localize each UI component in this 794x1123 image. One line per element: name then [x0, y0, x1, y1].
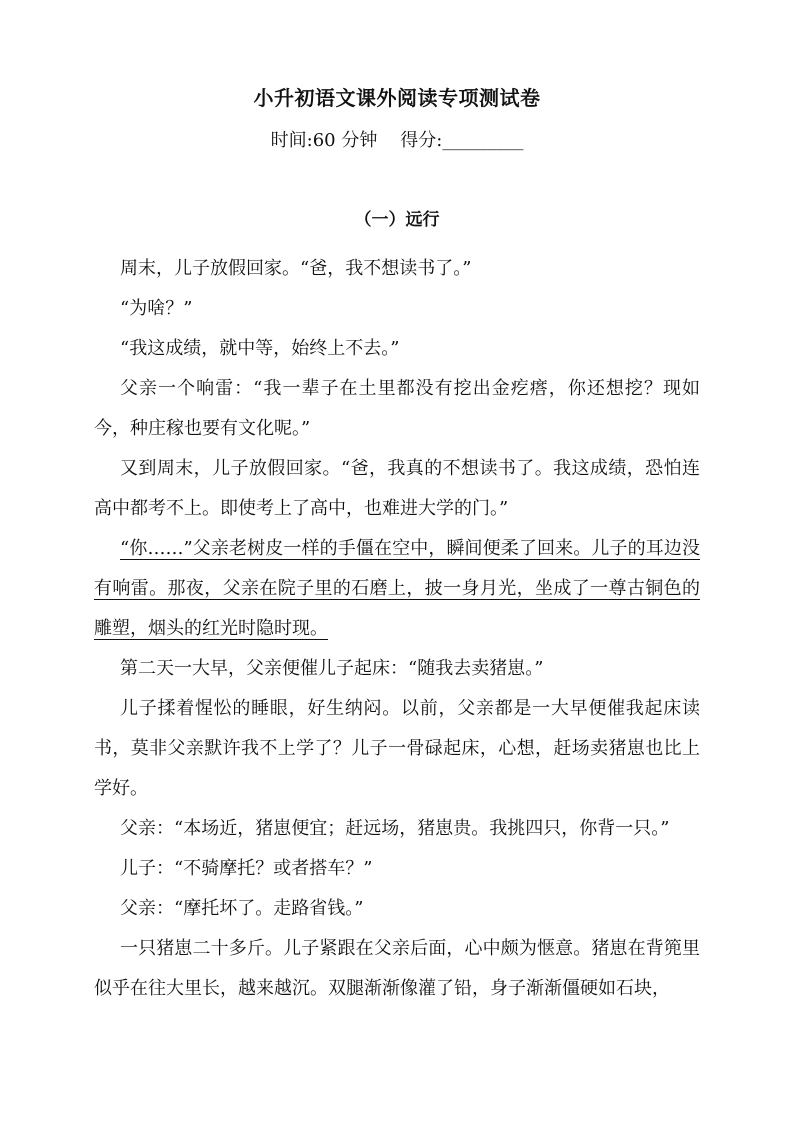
paragraph: 周末，儿子放假回家。“爸，我不想读书了。” — [120, 258, 472, 279]
score-label: 得分:_________ — [400, 130, 524, 151]
paragraph: 父亲一个响雷：“我一辈子在土里都没有挖出金疙瘩，你还想挖？现如今，种庄稼也要有文化呢。” — [94, 378, 700, 439]
document-title: 小升初语文课外阅读专项测试卷 — [253, 86, 541, 110]
underlined-paragraph: “你……”父亲老树皮一样的手僵在空中，瞬间便柔了回来。儿子的耳边没有响雷。那夜，父亲在院子里的石磨上，披一身月光，坐成了一尊古铜色的雕塑，烟头的红光时隐时现。 — [94, 538, 700, 639]
paragraph: 儿子：“不骑摩托？或者搭车？” — [120, 858, 373, 879]
paragraph: “我这成绩，就中等，始终上不去。” — [120, 338, 400, 359]
paragraph: 第二天一大早，父亲便催儿子起床：“随我去卖猪崽。” — [120, 658, 544, 679]
section-title: （一）远行 — [354, 210, 440, 230]
paragraph: 父亲：“摩托坏了。走路省钱。” — [120, 898, 364, 919]
paragraph: 又到周末，儿子放假回家。“爸，我真的不想读书了。我这成绩，恐怕连高中都考不上。即使考上了高中，也难进大学的门。” — [94, 458, 700, 519]
paragraph: 一只猪崽二十多斤。儿子紧跟在父亲后面，心中颇为惬意。猪崽在背篼里似乎在往大里长，越来越沉。双腿渐渐像灌了铅，身子渐渐僵硬如石块， — [94, 938, 700, 999]
paragraph: 儿子揉着惺忪的睡眼，好生纳闷。以前，父亲都是一大早便催我起床读书，莫非父亲默许我不上学了？儿子一骨碌起床，心想，赶场卖猪崽也比上学好。 — [94, 698, 700, 799]
exam-meta — [0, 128, 794, 154]
article-body — [94, 249, 700, 1009]
time-label: 时间:60 分钟 — [270, 130, 378, 151]
paragraph: “为啥？” — [120, 298, 193, 319]
paragraph: 父亲：“本场近，猪崽便宜；赶远场，猪崽贵。我挑四只，你背一只。” — [120, 818, 670, 839]
